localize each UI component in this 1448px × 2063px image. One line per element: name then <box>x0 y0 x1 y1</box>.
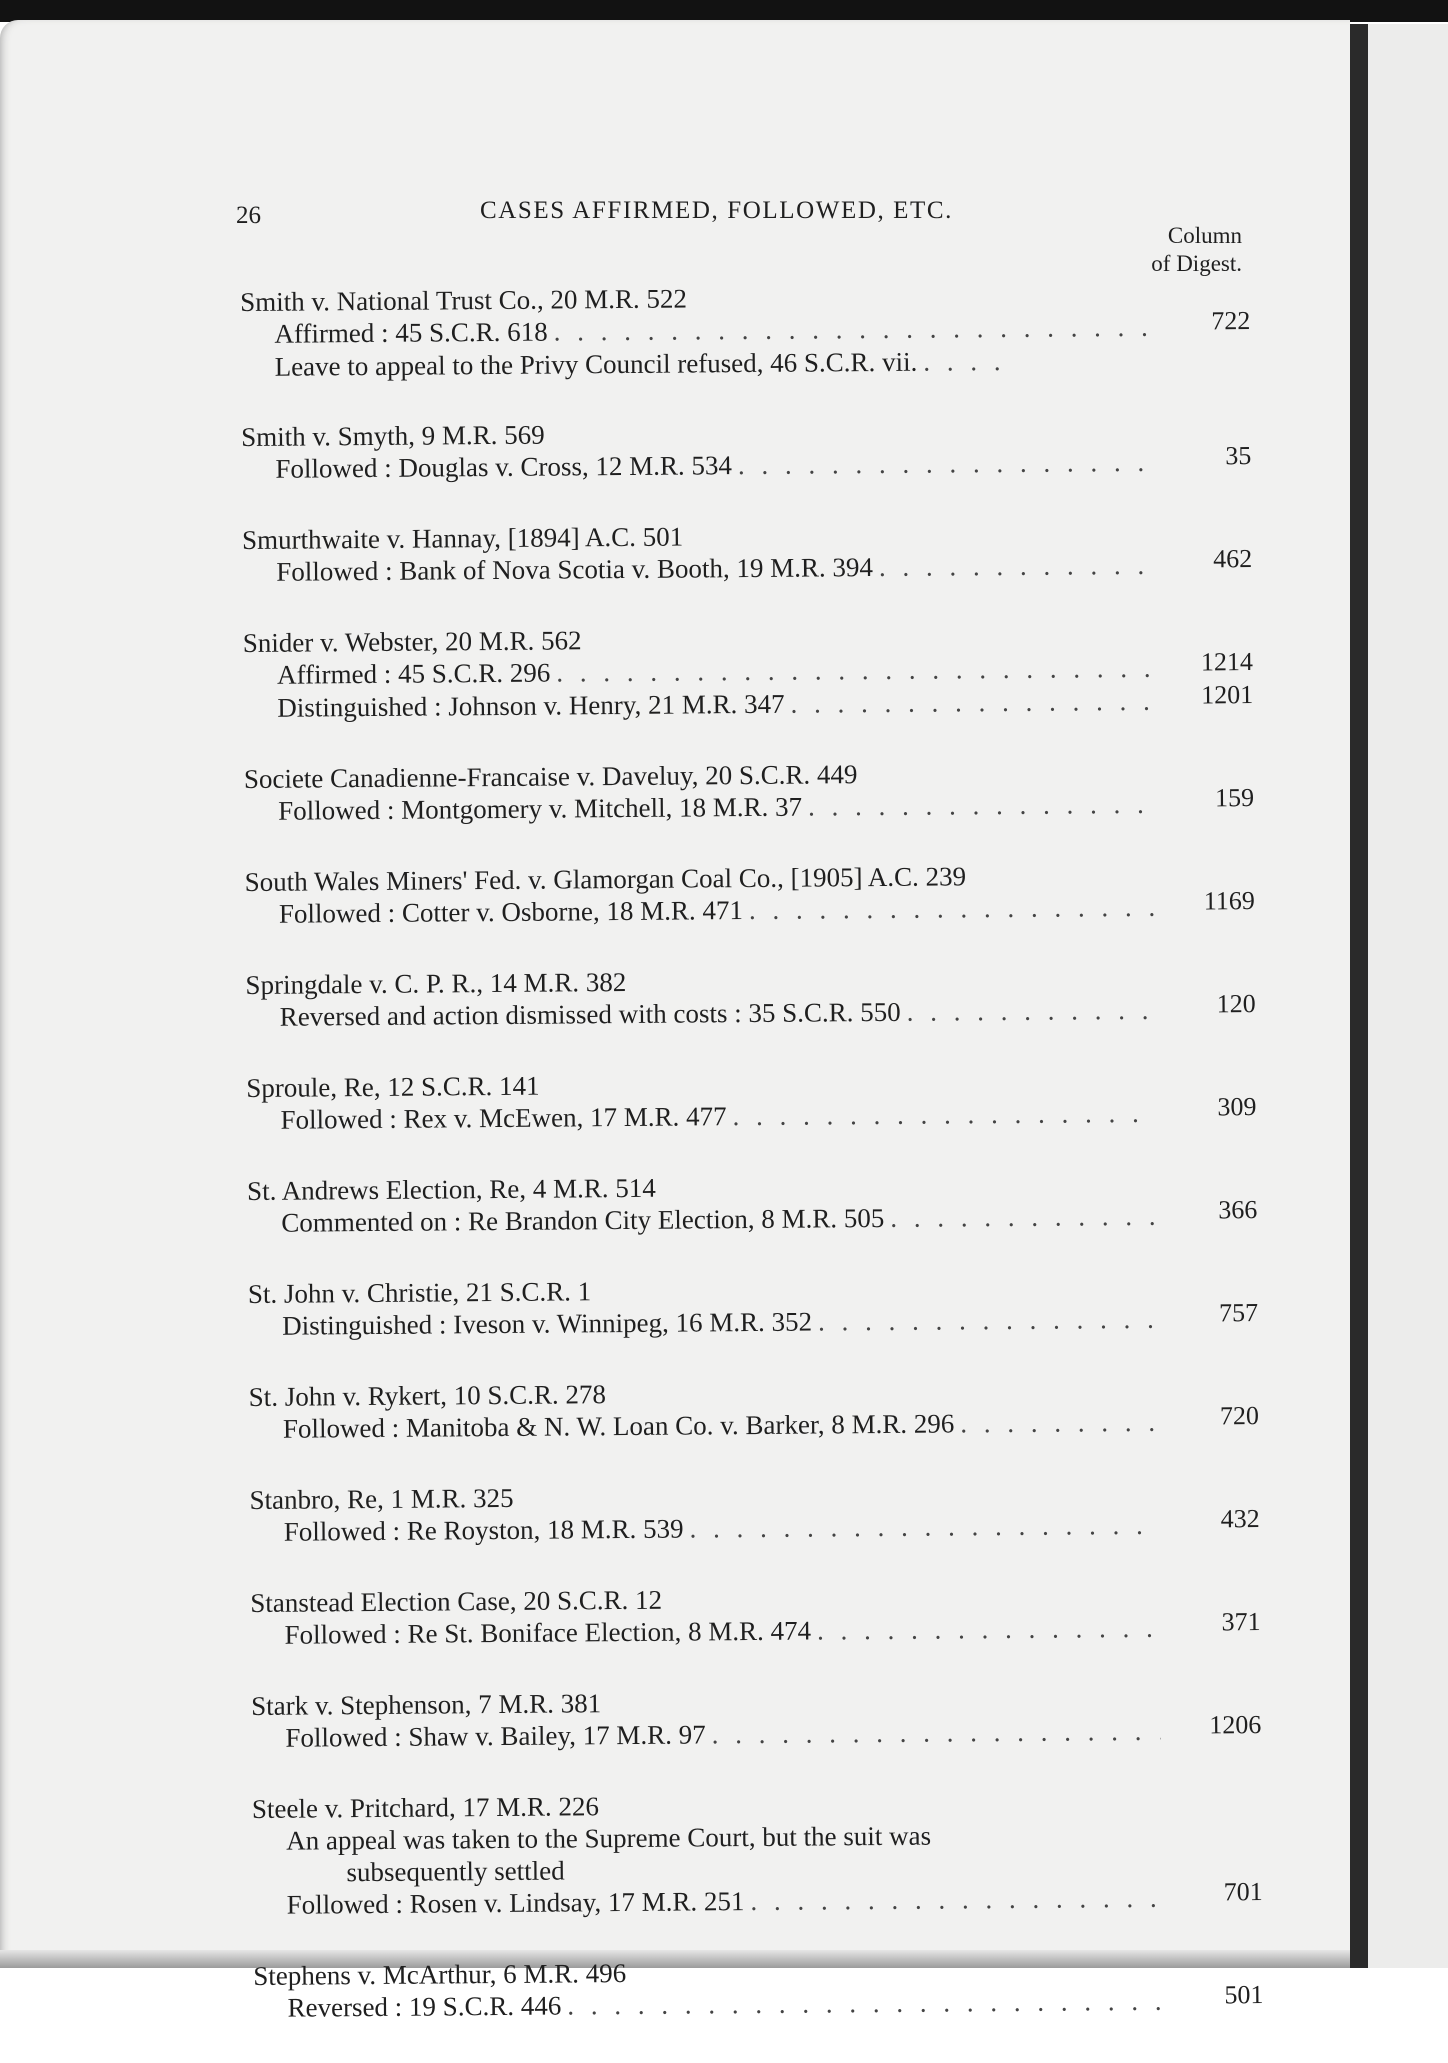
citation-line <box>246 989 1256 1034</box>
column-number: 35 <box>1225 441 1252 471</box>
list-item <box>251 1682 1261 1755</box>
case-list <box>240 278 1264 2063</box>
dot-leader <box>738 446 1151 481</box>
dot-leader <box>750 1882 1161 1917</box>
dot-leader <box>567 1985 1162 2022</box>
scan-border-top <box>0 0 1448 22</box>
dot-leader <box>923 345 1013 378</box>
citation-text: Followed : Bank of Nova Scotia v. Booth, 19 M.R. 394 <box>276 552 874 587</box>
citation-line <box>251 1710 1262 1755</box>
column-number: 1214 <box>1200 647 1254 677</box>
citation-line <box>250 1504 1260 1549</box>
citation-text: Followed : Re St. Boniface Election, 8 M.R. 474 <box>284 1615 812 1650</box>
case-note: An appeal was taken to the Supreme Court, but the suit was <box>286 1820 932 1856</box>
case-title: Smith v. National Trust Co., 20 M.R. 522 <box>240 283 688 317</box>
column-heading <box>1070 222 1242 278</box>
column-number: 371 <box>1221 1607 1261 1637</box>
citation-text: Followed : Cotter v. Osborne, 18 M.R. 471 <box>278 895 744 929</box>
citation-text: Followed : Rex v. McEwen, 17 M.R. 477 <box>280 1101 727 1135</box>
dot-leader <box>554 311 1150 348</box>
column-number: 159 <box>1214 783 1255 813</box>
list-item <box>249 1476 1259 1549</box>
citation-line <box>245 886 1255 931</box>
list-item <box>243 619 1254 725</box>
dot-leader <box>790 685 1152 720</box>
column-number: 720 <box>1219 1401 1260 1431</box>
citation-text: Followed : Montgomery v. Mitchell, 18 M.R. 37 <box>278 791 803 826</box>
citation-line <box>244 783 1255 828</box>
citation-line <box>241 343 1251 383</box>
citation-text: Followed : Douglas v. Cross, 12 M.R. 534 <box>275 450 733 484</box>
dot-leader <box>879 549 1152 583</box>
citation-line <box>253 1877 1263 1922</box>
running-head: CASES AFFIRMED, FOLLOWED, ETC. <box>480 197 954 224</box>
list-item <box>252 1785 1263 1922</box>
column-number: 757 <box>1218 1298 1259 1328</box>
list-item <box>244 755 1254 828</box>
dot-leader <box>817 1612 1160 1647</box>
column-number: 120 <box>1216 989 1256 1019</box>
dot-leader <box>818 1303 1157 1338</box>
column-number <box>1019 363 1114 364</box>
list-item <box>249 1373 1259 1446</box>
citation-text: Followed : Shaw v. Bailey, 17 M.R. 97 <box>285 1719 706 1753</box>
list-item <box>253 1952 1263 2025</box>
column-number: 1169 <box>1203 886 1255 916</box>
citation-line <box>249 1401 1260 1446</box>
list-item <box>245 858 1255 931</box>
case-title: St. Andrews Election, Re, 4 M.R. 514 <box>246 1172 656 1206</box>
column-number: 701 <box>1223 1877 1263 1907</box>
case-title: Stark v. Stephenson, 7 M.R. 381 <box>251 1688 602 1721</box>
citation-text: Distinguished : Johnson v. Henry, 21 M.R. 347 <box>277 688 785 723</box>
facing-page <box>1368 24 1448 1968</box>
list-item <box>245 961 1255 1034</box>
case-title: Stanstead Election Case, 20 S.C.R. 12 <box>250 1584 663 1618</box>
dot-leader <box>556 652 1152 689</box>
citation-line <box>253 1980 1264 2025</box>
dot-leader <box>732 1097 1155 1132</box>
citation-line <box>243 680 1254 725</box>
case-title: Societe Canadienne-Francaise v. Daveluy, 20 S.C.R. 449 <box>243 759 858 794</box>
citation-line <box>248 1298 1259 1343</box>
list-item <box>241 413 1251 486</box>
case-title: Sproule, Re, 12 S.C.R. 141 <box>246 1070 540 1103</box>
dot-leader <box>907 994 1155 1028</box>
column-number: 309 <box>1217 1092 1257 1122</box>
dot-leader <box>960 1406 1158 1440</box>
case-title: Stanbro, Re, 1 M.R. 325 <box>249 1482 514 1515</box>
case-title: Smith v. Smyth, 9 M.R. 569 <box>241 419 545 452</box>
list-item <box>242 516 1252 589</box>
citation-line <box>246 1092 1257 1137</box>
citation-text: Followed : Re Royston, 18 M.R. 539 <box>283 1513 684 1547</box>
case-title: Snider v. Webster, 20 M.R. 562 <box>242 625 582 658</box>
column-heading-line1: Column <box>1167 223 1242 248</box>
column-number: 1201 <box>1201 680 1254 710</box>
page-edge <box>1350 24 1368 1968</box>
citation-text: Followed : Rosen v. Lindsay, 17 M.R. 251 <box>286 1886 745 1920</box>
case-title: Steele v. Pritchard, 17 M.R. 226 <box>251 1791 600 1824</box>
dot-leader <box>749 891 1154 926</box>
citation-line <box>247 1195 1258 1240</box>
citation-text: Followed : Manitoba & N. W. Loan Co. v. Barker, 8 M.R. 296 <box>282 1408 955 1444</box>
case-title: South Wales Miners' Fed. v. Glamorgan Coal Co., [1905] A.C. 239 <box>244 861 967 897</box>
column-number: 462 <box>1213 544 1253 574</box>
list-item <box>246 1064 1256 1137</box>
page-number: 26 <box>236 202 261 229</box>
citation-line <box>242 544 1253 589</box>
column-number: 722 <box>1211 306 1251 336</box>
citation-text: Reversed : 19 S.C.R. 446 <box>287 1990 562 2023</box>
case-note-continued: subsequently settled <box>346 1855 565 1888</box>
dot-leader <box>808 788 1153 823</box>
case-title: Springdale v. C. P. R., 14 M.R. 382 <box>245 966 627 1000</box>
list-item <box>240 278 1251 383</box>
list-item <box>250 1579 1260 1652</box>
citation-line <box>250 1607 1261 1652</box>
dot-leader <box>890 1200 1156 1234</box>
case-title: Smurthwaite v. Hannay, [1894] A.C. 501 <box>241 521 684 555</box>
citation-text: Distinguished : Iveson v. Winnipeg, 16 M.R. 352 <box>282 1306 813 1341</box>
case-title: Stephens v. McArthur, 6 M.R. 496 <box>253 1958 627 1991</box>
column-number: 501 <box>1224 1980 1264 2010</box>
list-item <box>247 1167 1257 1240</box>
column-number: 1206 <box>1209 1710 1262 1740</box>
citation-text: Affirmed : 45 S.C.R. 618 <box>274 316 548 349</box>
dot-leader <box>712 1715 1161 1751</box>
citation-text: Affirmed : 45 S.C.R. 296 <box>276 657 551 690</box>
citation-line <box>241 441 1252 486</box>
case-title: St. John v. Christie, 21 S.C.R. 1 <box>247 1276 592 1309</box>
citation-text: Reversed and action dismissed with costs : 35 S.C.R. 550 <box>279 996 901 1032</box>
list-item <box>248 1270 1258 1343</box>
citation-text: Commented on : Re Brandon City Election, 8 M.R. 505 <box>281 1202 885 1238</box>
dot-leader <box>689 1509 1158 1545</box>
column-number: 432 <box>1220 1504 1260 1534</box>
column-number: 366 <box>1218 1195 1258 1225</box>
case-title: St. John v. Rykert, 10 S.C.R. 278 <box>248 1379 607 1412</box>
column-heading-line2: of Digest. <box>1151 251 1242 276</box>
citation-text: Leave to appeal to the Privy Council refused, 46 S.C.R. vii. <box>274 346 918 382</box>
